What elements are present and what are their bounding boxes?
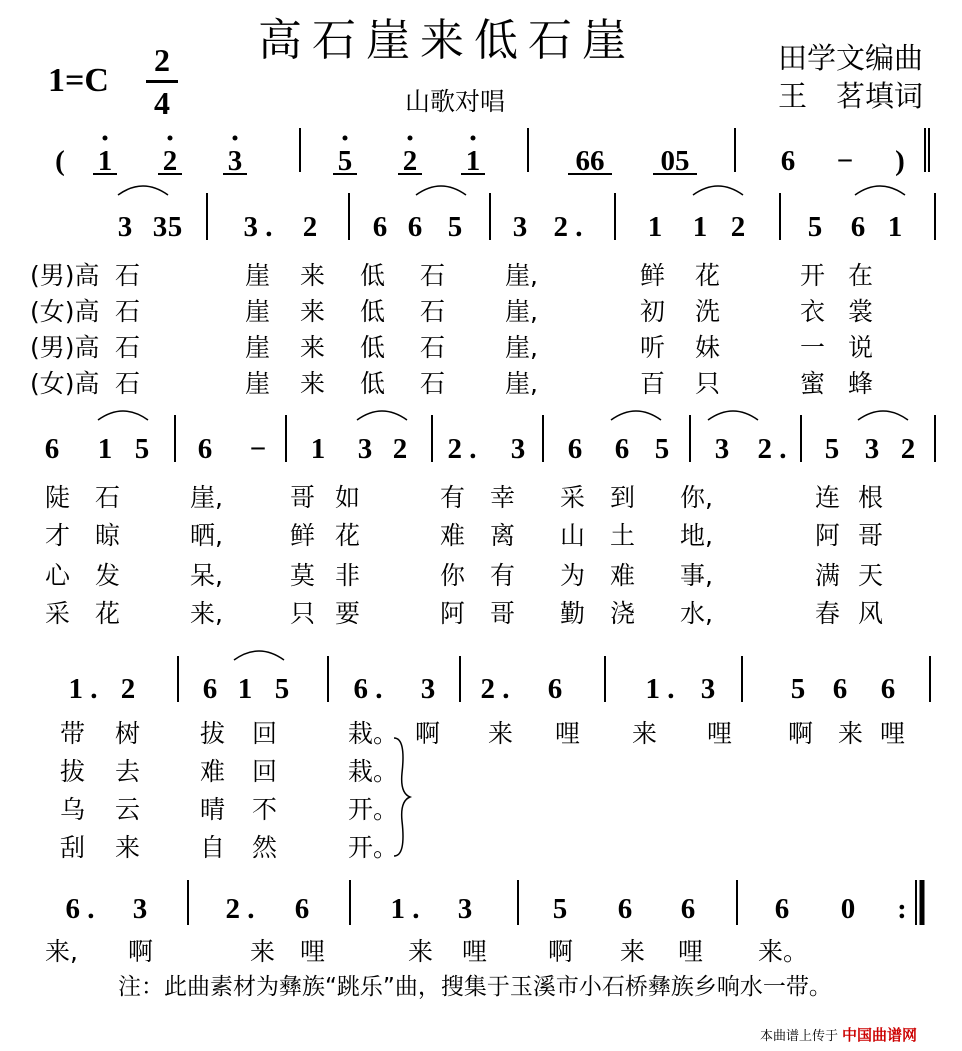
lyric-syllable: 崖, [505,333,538,362]
lyric-syllable: 要 [335,599,361,628]
lyric-syllable: 初 [640,297,666,326]
lyricist-credit: 王 茗填词 [778,79,924,113]
verse-3-line-1: (男)高 [30,333,100,362]
lyric-syllable: 低 [360,369,386,398]
svg-text:3: 3 [512,211,528,243]
lyric-syllable: 哩 [555,719,581,748]
svg-text:2: 2 [900,433,916,465]
svg-text:6: 6 [202,673,218,705]
lyric-syllable: 才 [45,521,71,550]
svg-text:−: − [836,145,854,177]
svg-text:5: 5 [337,145,353,177]
lyric-syllable: 崖, [190,483,223,512]
lyric-syllable: 一 [800,333,826,362]
lyric-syllable: 百 [640,369,666,398]
lyric-syllable: 然 [252,833,278,862]
lyric-syllable: 石 [420,369,446,398]
svg-text:6: 6 [880,673,896,705]
lyric-syllable: 风 [858,599,884,628]
lyric-syllable: 春 [815,599,841,628]
svg-text:3: 3 [227,145,243,177]
svg-text:5: 5 [790,673,806,705]
verse-1-line-1: (男)高 [30,261,100,290]
svg-text:2: 2 [120,673,136,705]
svg-text:0: 0 [840,893,856,925]
svg-text:6: 6 [44,433,60,465]
lyric-syllable: 花 [335,521,361,550]
lyric-syllable: 自 [200,833,226,862]
lyric-syllable: 到 [610,483,636,512]
lyric-syllable: 回 [252,719,278,748]
lyric-syllable: 花 [695,261,721,290]
lyric-syllable: 有 [490,561,516,590]
lyric-syllable: 哥 [490,599,516,628]
svg-text:3: 3 [152,211,168,243]
lyric-syllable: 离 [490,521,516,550]
lyric-syllable: 崖 [245,297,271,326]
svg-text:1 .: 1 . [645,673,675,705]
lyric-syllable: 低 [360,333,386,362]
time-signature-top: 2 [154,42,170,78]
lyric-syllable: 来 [300,297,326,326]
lyric-syllable: 听 [640,333,666,362]
svg-text:1: 1 [887,211,903,243]
lyric-syllable: 拔 [60,757,86,786]
footer [760,1024,917,1045]
lyric-syllable: 土 [610,521,636,550]
lyric-syllable: 陡 [45,483,71,512]
lyric-syllable: 鲜 [290,521,316,550]
lyric-syllable: 来, [190,599,223,628]
footer-text: 本曲谱上传于 [760,1029,839,1044]
svg-text:6: 6 [774,893,790,925]
svg-text:2: 2 [302,211,318,243]
lyric-syllable: 来 [632,719,658,748]
svg-text:2: 2 [392,433,408,465]
svg-text:2 .: 2 . [553,211,583,243]
lyric-syllable: 哩 [880,719,906,748]
lyric-syllable: 啊 [128,937,154,966]
lyric-syllable: 来 [300,261,326,290]
svg-text:3: 3 [864,433,880,465]
lyric-syllable: 鲜 [640,261,666,290]
svg-text:5: 5 [654,433,670,465]
verse-4-line-1: (女)高 [30,369,100,398]
lyric-syllable: 勤 [560,599,586,628]
lyric-syllable: 栽。 [348,719,399,748]
svg-text:3 .: 3 . [243,211,273,243]
svg-text:): ) [895,145,905,177]
svg-text:5: 5 [134,433,150,465]
lyric-syllable: 崖 [245,333,271,362]
svg-text:6: 6 [832,673,848,705]
svg-text:5: 5 [167,211,183,243]
time-signature-bottom: 4 [154,85,170,121]
lyric-syllable: 哩 [678,937,704,966]
lyric-syllable: 崖, [505,297,538,326]
lyric-syllable: 栽。 [348,757,399,786]
lyric-syllable: 哩 [300,937,326,966]
svg-text:5: 5 [824,433,840,465]
lyric-syllable: 啊 [548,937,574,966]
lyric-syllable: 来 [488,719,514,748]
lyric-syllable: 云 [115,795,141,824]
key-signature: 1=C [48,62,109,99]
svg-text:1: 1 [647,211,663,243]
lyric-syllable: 地, [680,521,713,550]
lyric-syllable: 晾 [95,521,121,550]
lyric-syllable: 回 [252,757,278,786]
svg-text:1: 1 [310,433,326,465]
lyric-syllable: 石 [115,261,141,290]
lyric-syllable: 难 [200,757,226,786]
svg-text:3: 3 [132,893,148,925]
svg-text:1: 1 [692,211,708,243]
lyric-syllable: 根 [858,483,884,512]
lyric-syllable: 你, [680,483,713,512]
svg-text:1: 1 [237,673,253,705]
lyric-syllable: 石 [420,297,446,326]
svg-text:2: 2 [402,145,418,177]
lyric-syllable: 石 [95,483,121,512]
lyric-syllable: 非 [335,561,361,590]
footnote: 注：此曲素材为彝族“跳乐”曲，搜集于玉溪市小石桥彝族乡响水一带。 [118,974,832,1000]
song-title: 高石崖来低石崖 [258,15,636,66]
lyric-syllable: 幸 [490,483,516,512]
lyric-syllable: 只 [695,369,721,398]
composer-credit: 田学文编曲 [778,41,924,75]
lyric-syllable: 说 [848,333,874,362]
lyric-syllable: 莫 [290,561,316,590]
lyric-syllable: 晒, [190,521,223,550]
svg-text:−: − [249,433,267,465]
lyric-syllable: 晴 [200,795,226,824]
lyric-syllable: 呆, [190,561,223,590]
lyric-syllable: 低 [360,297,386,326]
svg-text:6: 6 [850,211,866,243]
svg-text:2 .: 2 . [225,893,255,925]
lyric-syllable: 刮 [60,833,86,862]
lyric-syllable: 石 [115,369,141,398]
lyric-syllable: 不 [252,795,278,824]
svg-text:1 .: 1 . [68,673,98,705]
lyric-syllable: 崖 [245,261,271,290]
lyric-syllable: 开。 [348,795,399,824]
svg-text:1 .: 1 . [390,893,420,925]
lyric-syllable: 天 [858,561,884,590]
lyric-syllable: 去 [115,757,141,786]
lyric-syllable: 崖, [505,369,538,398]
lyric-syllable: 石 [420,333,446,362]
lyric-syllable: 哩 [707,719,733,748]
svg-text:6: 6 [547,673,563,705]
lyric-syllable: 石 [115,333,141,362]
lyric-syllable: 哥 [858,521,884,550]
lyric-syllable: 开。 [348,833,399,862]
lyric-syllable: 阿 [440,599,466,628]
svg-text:6 .: 6 . [353,673,383,705]
svg-text:6: 6 [372,211,388,243]
lyric-syllable: 石 [115,297,141,326]
lyric-syllable: 连 [815,483,841,512]
lyric-syllable: 开 [800,261,826,290]
svg-text:05: 05 [660,145,690,177]
lyric-syllable: 花 [95,599,121,628]
svg-text:6: 6 [617,893,633,925]
lyric-syllable: 洗 [695,297,721,326]
svg-text:3: 3 [457,893,473,925]
svg-text:6: 6 [614,433,630,465]
svg-text:3: 3 [510,433,526,465]
lyric-syllable: 满 [815,561,841,590]
lyric-syllable: 啊 [415,719,441,748]
lyric-syllable: 采 [45,599,71,628]
lyric-syllable: 哩 [462,937,488,966]
lyric-syllable: 来 [250,937,276,966]
lyric-syllable: 心 [45,561,71,590]
svg-text:6: 6 [197,433,213,465]
lyric-syllable: 来 [115,833,141,862]
svg-text:5: 5 [552,893,568,925]
svg-text:3: 3 [420,673,436,705]
lyric-syllable: 拔 [200,719,226,748]
lyric-syllable: 难 [610,561,636,590]
lyric-syllable: 乌 [60,795,86,824]
lyric-syllable: 有 [440,483,466,512]
svg-text:2 .: 2 . [447,433,477,465]
lyric-syllable: 啊 [788,719,814,748]
lyric-syllable: 崖, [505,261,538,290]
lyric-syllable: 低 [360,261,386,290]
lyric-syllable: 你 [440,561,466,590]
svg-text:3: 3 [117,211,133,243]
lyric-syllable: 妹 [695,333,721,362]
svg-text:6 .: 6 . [65,893,95,925]
svg-text:1: 1 [97,433,113,465]
lyric-syllable: 带 [60,719,86,748]
svg-text:6: 6 [567,433,583,465]
svg-text:6: 6 [780,145,796,177]
lyric-syllable: 水, [680,599,713,628]
svg-text:2 .: 2 . [757,433,787,465]
svg-text:6: 6 [680,893,696,925]
svg-text:6: 6 [294,893,310,925]
lyric-syllable: 裳 [848,297,874,326]
svg-text:1: 1 [465,145,481,177]
lyric-syllable: 来 [838,719,864,748]
lyric-syllable: 只 [290,599,316,628]
lyric-syllable: 难 [440,521,466,550]
lyric-syllable: 崖 [245,369,271,398]
lyric-syllable: 石 [420,261,446,290]
lyric-syllable: 来 [408,937,434,966]
song-subtitle: 山歌对唱 [405,87,506,116]
lyric-syllable: 衣 [800,297,826,326]
lyric-syllable: 来 [300,333,326,362]
svg-text:2: 2 [162,145,178,177]
lyric-syllable: 阿 [815,521,841,550]
lyric-syllable: 在 [848,261,874,290]
svg-text:3: 3 [357,433,373,465]
svg-text:5: 5 [447,211,463,243]
svg-text:6: 6 [407,211,423,243]
lyric-syllable: 蜂 [848,369,874,398]
svg-text:5: 5 [807,211,823,243]
svg-text:66: 66 [575,145,605,177]
lyric-syllable: 蜜 [800,369,826,398]
svg-text:3: 3 [714,433,730,465]
lyric-syllable: 来 [620,937,646,966]
lyric-syllable: 来。 [758,937,809,966]
lyric-syllable: 来 [300,369,326,398]
svg-text:(: ( [55,145,65,177]
svg-text:2 .: 2 . [480,673,510,705]
lyric-syllable: 哥 [290,483,316,512]
site-logo: 中国曲谱网 [842,1026,918,1044]
verse-2-line-1: (女)高 [30,297,100,326]
svg-text:2: 2 [730,211,746,243]
lyric-syllable: 事, [680,561,713,590]
svg-text:3: 3 [700,673,716,705]
lyric-syllable: 浇 [610,599,636,628]
lyric-syllable: 树 [115,719,141,748]
lyric-syllable: 采 [560,483,586,512]
lyric-syllable: 如 [335,483,361,512]
lyric-syllable: 来, [45,937,78,966]
svg-text:5: 5 [274,673,290,705]
lyric-syllable: 山 [560,521,586,550]
lyric-syllable: 为 [560,561,586,590]
svg-text::: : [897,893,907,925]
lyric-syllable: 发 [95,561,121,590]
svg-text:1: 1 [97,145,113,177]
